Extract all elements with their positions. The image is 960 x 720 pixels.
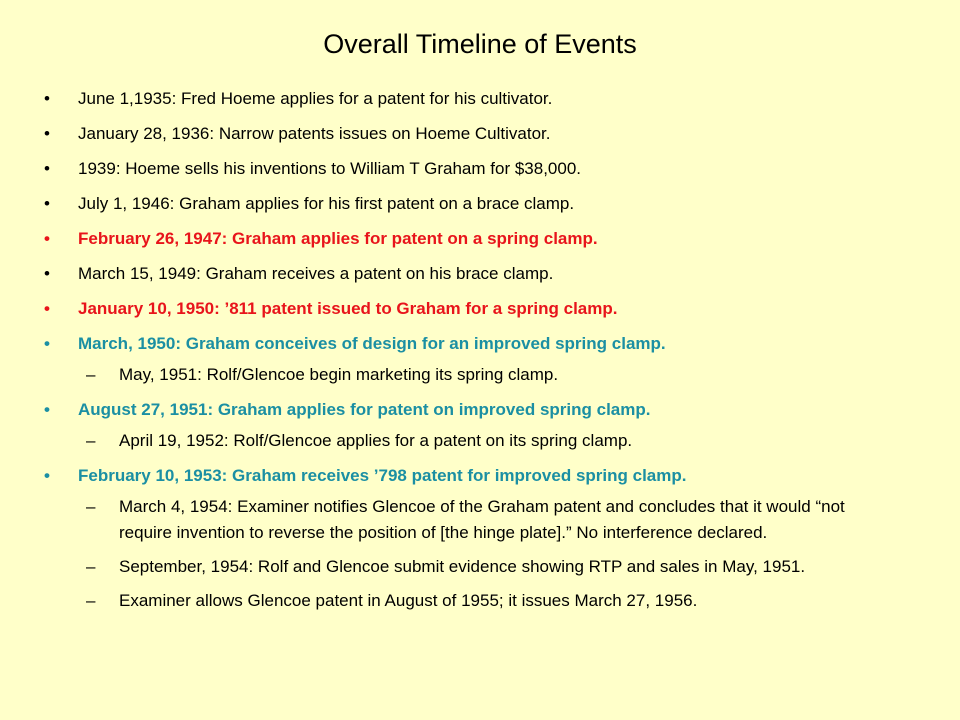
timeline-subitem (0, 494, 960, 546)
timeline-item (0, 121, 960, 147)
timeline-item-text: June 1,1935: Fred Hoeme applies for a patent for his cultivator. (78, 89, 553, 108)
timeline-subitem-text: April 19, 1952: Rolf/Glencoe applies for a patent on its spring clamp. (119, 431, 633, 450)
timeline-subitem-text: Examiner allows Glencoe patent in August of 1955; it issues March 27, 1956. (119, 591, 698, 610)
bullet-icon: • (44, 466, 50, 485)
bullet-icon: • (44, 264, 50, 283)
timeline-item-text: January 28, 1936: Narrow patents issues on Hoeme Cultivator. (78, 124, 551, 143)
bullet-icon: • (44, 159, 50, 178)
timeline-item-text: August 27, 1951: Graham applies for patent on improved spring clamp. (78, 400, 651, 419)
timeline-item-highlight-red (0, 226, 960, 252)
bullet-icon: • (44, 229, 50, 248)
timeline-item (0, 261, 960, 287)
bullet-icon: • (44, 334, 50, 353)
timeline-subitem-text: May, 1951: Rolf/Glencoe begin marketing its spring clamp. (119, 365, 559, 384)
bullet-icon: • (44, 89, 50, 108)
timeline-subitem (0, 362, 960, 388)
dash-icon: – (86, 431, 96, 450)
timeline-subitem-text: March 4, 1954: Examiner notifies Glencoe of the Graham patent and concludes that it would “not require invention to reverse the position of [the hinge plate].” No interference declared. (119, 497, 845, 542)
dash-icon: – (86, 497, 96, 516)
dash-icon: – (86, 365, 96, 384)
timeline-item-highlight-teal (0, 463, 960, 489)
timeline-item-text: March 15, 1949: Graham receives a patent on his brace clamp. (78, 264, 554, 283)
timeline-item-text: 1939: Hoeme sells his inventions to William T Graham for $38,000. (78, 159, 582, 178)
timeline-item-highlight-teal (0, 397, 960, 423)
timeline-item (0, 191, 960, 217)
timeline-item (0, 86, 960, 112)
timeline-item-text: July 1, 1946: Graham applies for his first patent on a brace clamp. (78, 194, 575, 213)
timeline-item (0, 156, 960, 182)
dash-icon: – (86, 591, 96, 610)
timeline-item-text: March, 1950: Graham conceives of design for an improved spring clamp. (78, 334, 666, 353)
bullet-icon: • (44, 299, 50, 318)
dash-icon: – (86, 557, 96, 576)
timeline-subitem (0, 588, 960, 614)
timeline-subitem (0, 428, 960, 454)
timeline-list (0, 86, 960, 614)
slide-title: Overall Timeline of Events (323, 29, 637, 59)
timeline-item-highlight-red (0, 296, 960, 322)
timeline-item-highlight-teal (0, 331, 960, 357)
timeline-item-text: January 10, 1950: ’811 patent issued to Graham for a spring clamp. (78, 299, 618, 318)
timeline-subitem (0, 554, 960, 580)
timeline-subitem-text: September, 1954: Rolf and Glencoe submit evidence showing RTP and sales in May, 1951. (119, 557, 806, 576)
bullet-icon: • (44, 124, 50, 143)
timeline-item-text: February 10, 1953: Graham receives ’798 patent for improved spring clamp. (78, 466, 687, 485)
timeline-item-text: February 26, 1947: Graham applies for patent on a spring clamp. (78, 229, 598, 248)
bullet-icon: • (44, 194, 50, 213)
bullet-icon: • (44, 400, 50, 419)
